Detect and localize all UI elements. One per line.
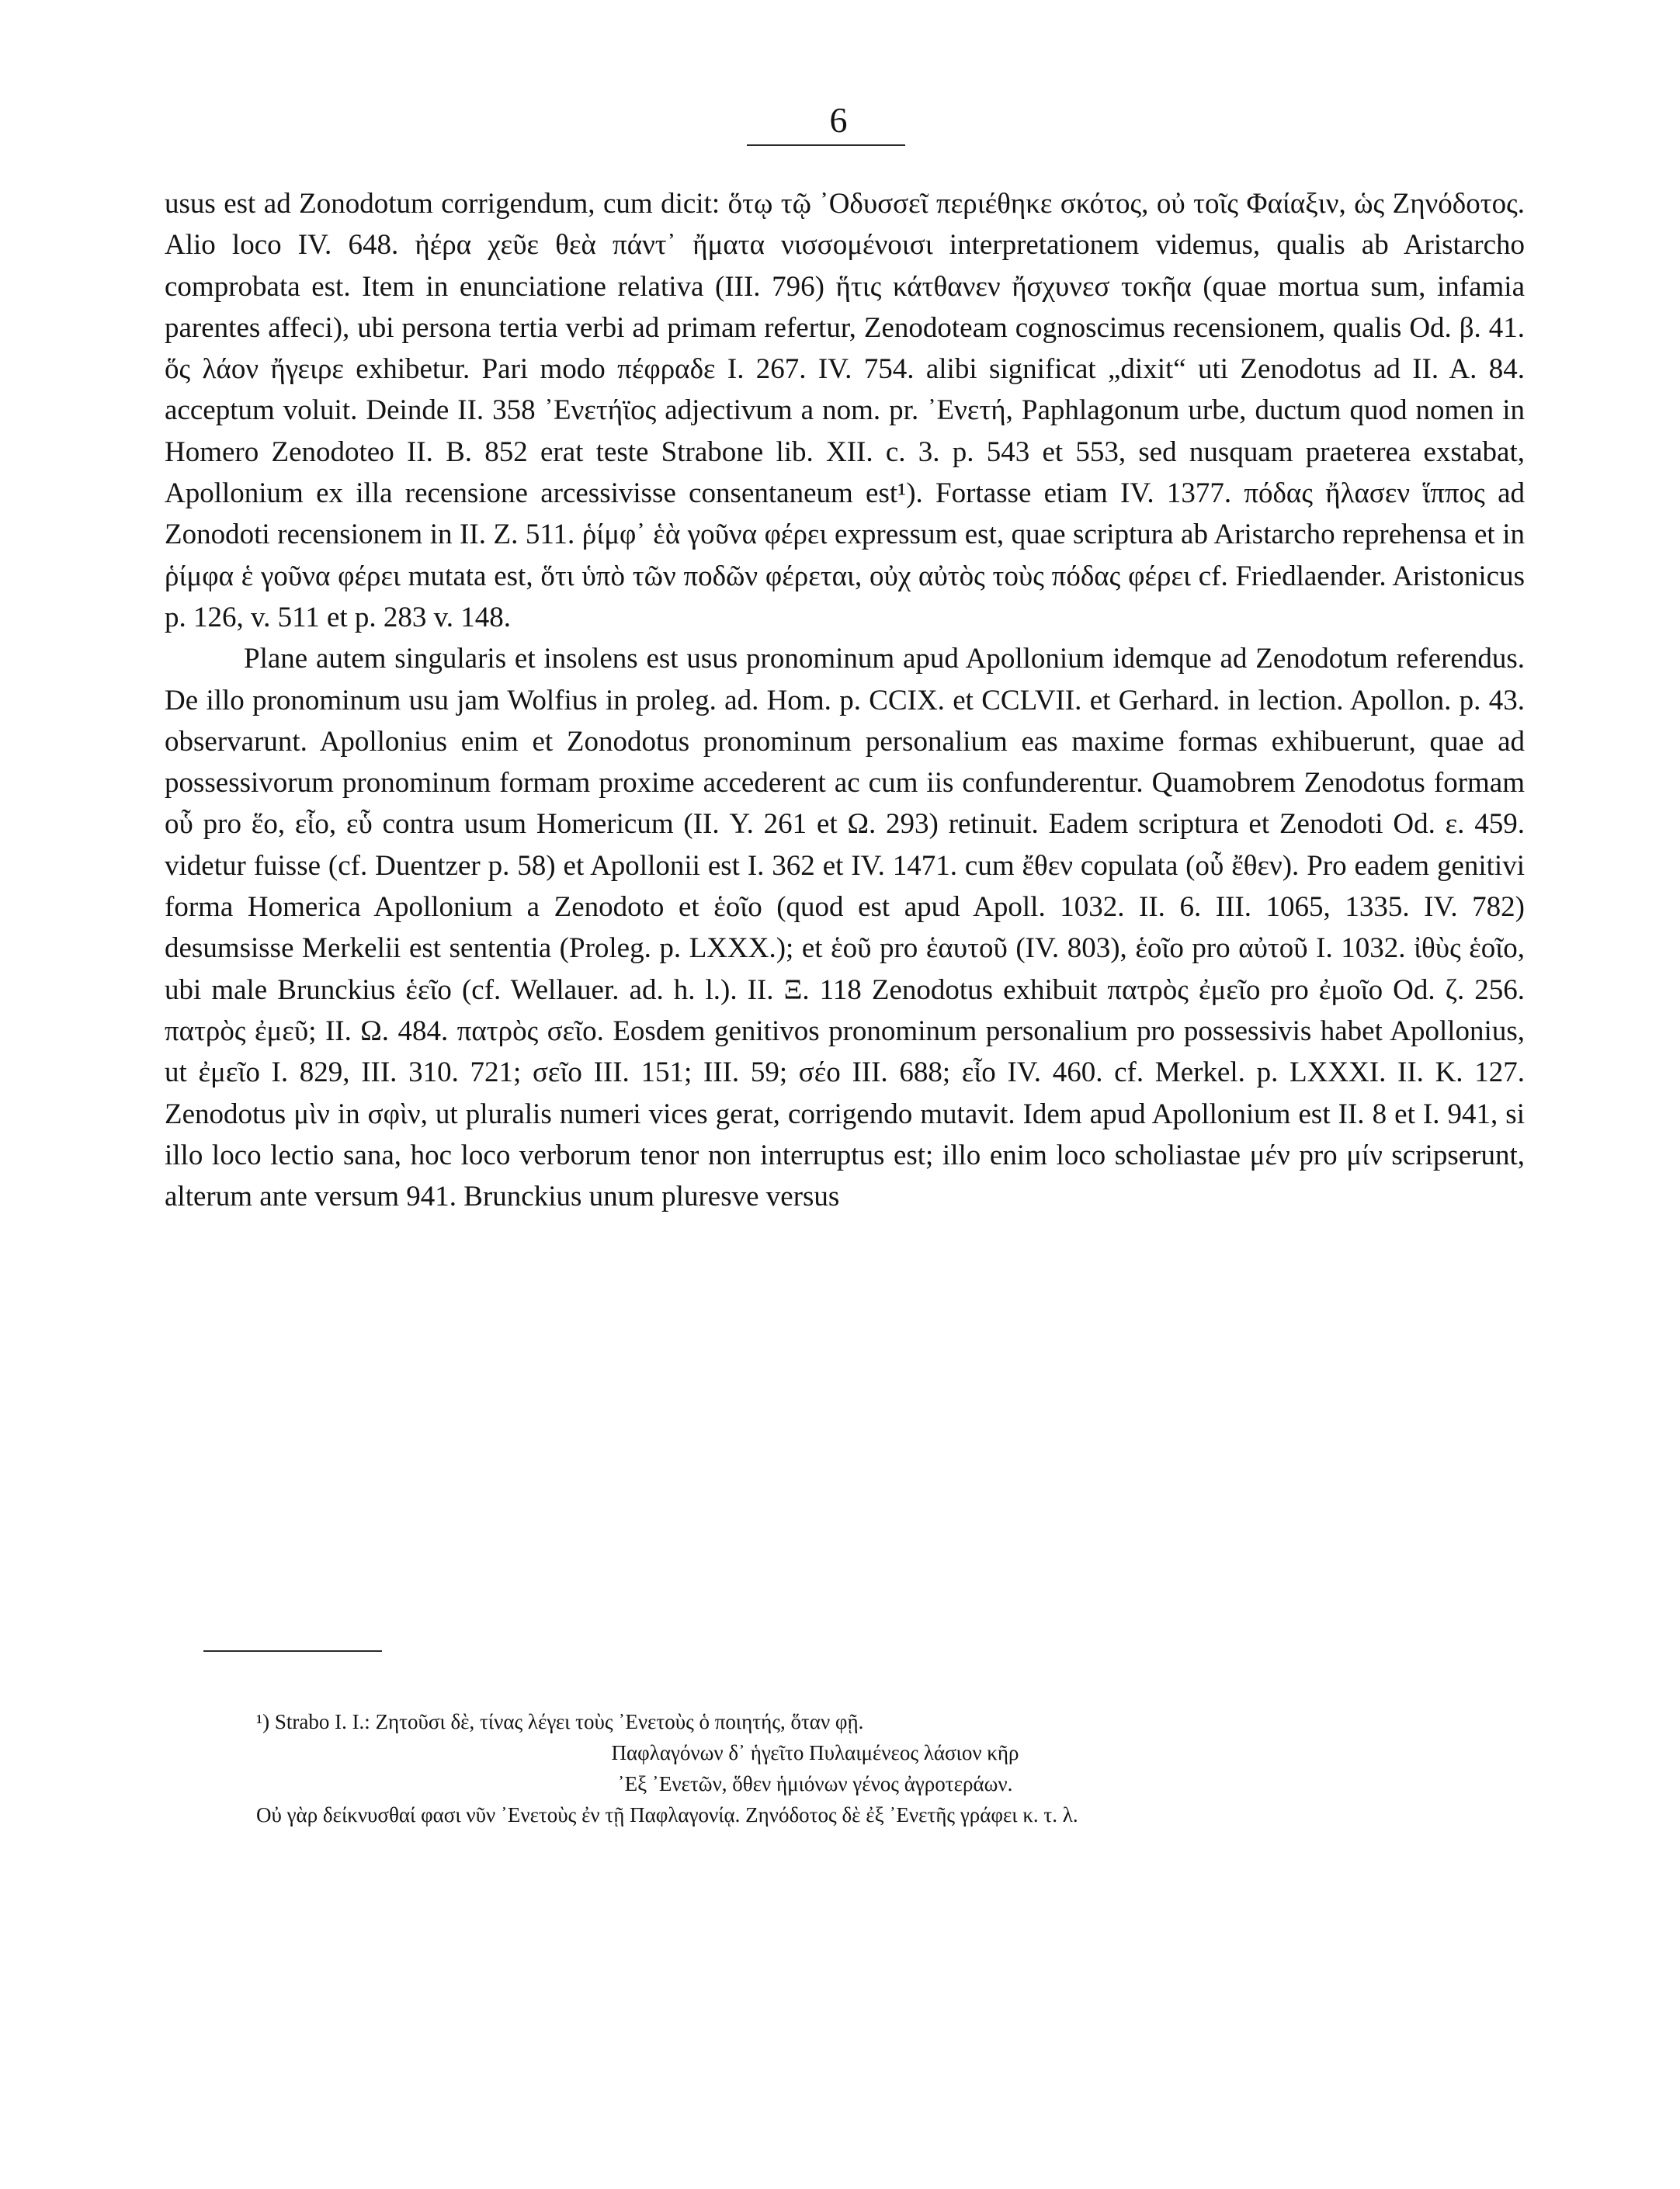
paragraph-continuation: usus est ad Zonodotum corrigendum, cum dicit: ὅτῳ τῷ ᾿Οδυσσεῖ περιέθηκε σκότος, οὐ τοῖς Φαίαξιν, ὡς Ζηνόδοτος. Alio loco IV. 648. ἠέρα χεῦε θεὰ πάντ᾿ ἤματα νισσομένοισι interpretationem videmus, qualis ab Aristarcho comprobata est. Item in enunciatione relativa (III. 796) ἥτις κάτθανεν ἤσχυνεσ τοκῆα (quae mortua sum, infamia parentes affeci), ubi persona tertia verbi ad primam refertur, Zenodoteam cognoscimus recensionem, qualis Od. β. 41. ὅς λάον ἤγειρε exhibetur. Pari modo πέφραδε I. 267. IV. 754. alibi significat „dixit“ uti Zenodotus ad II. A. 84. acceptum voluit. Deinde II. 358 ᾿Ενετήϊος adjectivum a nom. pr. ᾿Ενετή, Paphlagonum urbe, ductum quod nomen in Homero Zenodoteo II. B. 852 erat teste Strabone lib. XII. c. 3. p. 543 et 553, sed nusquam praeterea exstabat, Apollonium ex illa recensione arcessivisse consentaneum est¹). Fortasse etiam IV. 1377. πόδας ἤλασεν ἵππος ad Zonodoti recensionem in II. Z. 511. ῥίμφ᾿ ἑὰ γοῦνα φέρει expressum est, quae scriptura ab Aristarcho reprehensa et in ῥίμφα ἑ γοῦνα φέρει mutata est, ὅτι ὑπὸ τῶν ποδῶν φέρεται, οὐχ αὐτὸς τοὺς πόδας φέρει cf. Friedlaender. Aristonicus p. 126, v. 511 et p. 283 v. 148. — [165, 188, 1525, 633]
footnote-1-line-1: ¹) Strabo I. I.: Ζητοῦσι δὲ, τίνας λέγει τοὺς ᾿Ενετοὺς ὁ ποιητής, ὅταν φῇ. — [256, 1710, 864, 1733]
footnote-1-line-3: ᾿Εξ ᾿Ενετῶν, ὅθεν ἡμιόνων γένος ἀγροτεράων. — [617, 1772, 1013, 1795]
footnotes — [256, 1706, 1467, 1830]
page-number: 6 — [829, 100, 848, 140]
footnote-1-line-4: Οὐ γὰρ δείκνυσθαί φασι νῦν ᾿Ενετοὺς ἐν τῇ Παφλαγονίᾳ. Ζηνόδοτος δὲ ἐξ ᾿Ενετῆς γράφει κ. τ. λ. — [256, 1803, 1078, 1826]
page-number-rule — [747, 144, 905, 146]
main-text — [165, 183, 1525, 1217]
footnote-rule — [203, 1650, 382, 1652]
paragraph-pronouns: Plane autem singularis et insolens est usus pronominum apud Apollonium idemque ad Zenodotum referendus. De illo pronominum usu jam Wolfius in proleg. ad. Hom. p. CCIX. et CCLVII. et Gerhard. in lection. Apollon. p. 43. observarunt. Apollonius enim et Zonodotus pronominum personalium eas maxime formas exhibuerunt, quae ad possessivorum pronominum formam proxime accederent ac cum iis confunderentur. Quamobrem Zenodotus formam οὗ pro ἕο, εἷο, εὗ contra usum Homericum (II. Υ. 261 et Ω. 293) retinuit. Eadem scriptura et Zenodoti Od. ε. 459. videtur fuisse (cf. Duentzer p. 58) et Apollonii est I. 362 et IV. 1471. cum ἔθεν copulata (οὗ ἔθεν). Pro eadem genitivi forma Homerica Apollonium a Zenodoto et ἑοῖο (quod est apud Apoll. 1032. II. 6. III. 1065, 1335. IV. 782) desumsisse Merkelii est sententia (Proleg. p. LXXX.); et ἑοῦ pro ἑαυτοῦ (IV. 803), ἑοῖο pro αὐτοῦ I. 1032. ἰθὺς ἑοῖο, ubi male Brunckius ἑεῖο (cf. Wellauer. ad. h. l.). II. Ξ. 118 Zenodotus exhibuit πατρὸς ἐμεῖο pro ἐμοῖο Od. ζ. 256. πατρὸς ἐμεῦ; II. Ω. 484. πατρὸς σεῖο. Eosdem genitivos pronominum personalium pro possessivis habet Apollonius, ut ἐμεῖο I. 829, III. 310. 721; σεῖο III. 151; III. 59; σέο III. 688; εἷο IV. 460. cf. Merkel. p. LXXXI. II. K. 127. Zenodotus μὶν in σφὶν, ut pluralis numeri vices gerat, corrigendo mutavit. Idem apud Apollonium est II. 8 et I. 941, si illo loco lectio sana, hoc loco verborum tenor non interruptus est; illo enim loco scholiastae μέν pro μίν scripserunt, alterum ante versum 941. Brunckius unum pluresve versus — [165, 643, 1525, 1213]
footnote-1-line-2: Παφλαγόνων δ᾿ ἡγεῖτο Πυλαιμένεος λάσιον κῆρ — [611, 1741, 1019, 1764]
